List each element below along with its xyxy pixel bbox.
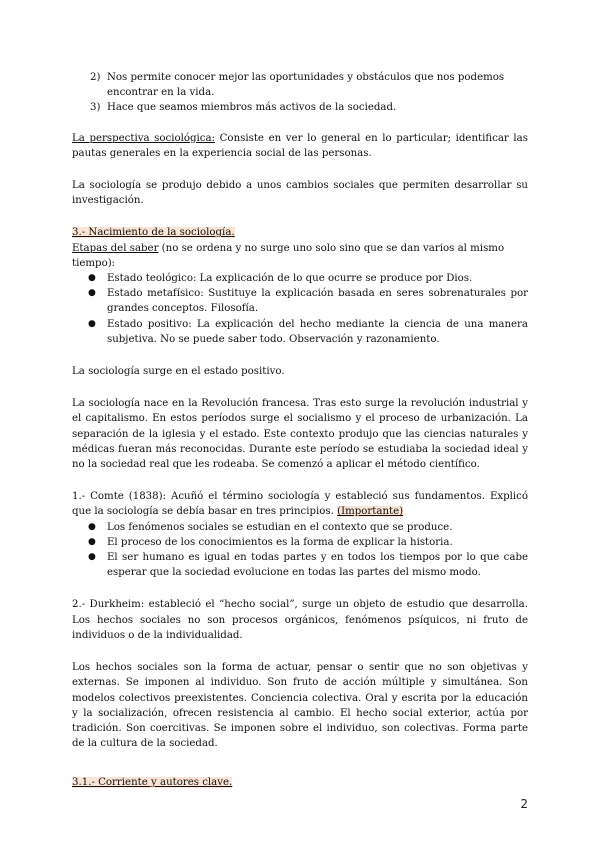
- list-item-number: 2): [90, 72, 101, 83]
- list-item: [72, 100, 528, 115]
- list-item-text: Hace que seamos miembros más activos de la sociedad.: [107, 102, 397, 114]
- document-page: [72, 70, 528, 791]
- list-item-number: 3): [90, 102, 101, 114]
- numbered-list: [72, 70, 528, 116]
- list-item-text: Estado teológico: La explicación de lo que ocurre se produce por Dios.: [107, 273, 473, 285]
- list-item-text: El proceso de los conocimientos es la forma de explicar la historia.: [107, 536, 453, 548]
- bullet-icon: ●: [88, 318, 96, 329]
- list-item: [72, 520, 528, 535]
- bullet-icon: ●: [88, 521, 96, 532]
- etapas-list: [72, 271, 528, 347]
- section-3-heading: 3.- Nacimiento de la sociología.: [72, 227, 235, 239]
- section-3-heading-line: [72, 225, 528, 240]
- perspectiva-paragraph: [72, 131, 528, 161]
- list-item: [72, 317, 528, 347]
- list-item-text: Estado metafísico: Sustituye la explicación basada en seres sobrenaturales por grandes conceptos. Filosofía.: [107, 288, 528, 315]
- bullet-icon: ●: [88, 288, 96, 299]
- list-item: [72, 70, 528, 100]
- section-3-1-heading: 3.1.- Corriente y autores clave.: [72, 777, 233, 789]
- etapas-text: (no se ordena y no surge uno solo sino que se dan varios al mismo tiempo):: [72, 242, 505, 269]
- important-badge: (Importante): [337, 506, 404, 518]
- comte-text: 1.- Comte (1838): Acuñó el término sociología y estableció sus fundamentos. Explicó que la sociología se debía basar en tres principios.: [72, 491, 528, 518]
- list-item-text: Los fenómenos sociales se estudian en el contexto que se produce.: [107, 521, 453, 533]
- revolucion-paragraph: La sociología nace en la Revolución francesa. Tras esto surge la revolución industrial y el capitalismo. En estos períodos surge el socialismo y el proceso de urbanización. La separación de la iglesia y el estado. Este contexto produjo que las ciencias naturales y médicas fueran más reconocidas. Durante este período se estudiaba la sociedad ideal y no la sociedad real que les rodeaba. Se comenzó a aplicar el método científico.: [72, 398, 528, 471]
- etapas-label: Etapas del saber: [72, 242, 159, 254]
- list-item: [72, 271, 528, 286]
- perspectiva-text: Consiste en ver lo general en lo particular; identificar las pautas generales en la experiencia social de las personas.: [72, 132, 528, 159]
- section-3-1-heading-line: [72, 775, 528, 790]
- bullet-icon: ●: [88, 536, 96, 547]
- list-item-text: El ser humano es igual en todas partes y en todos los tiempos por lo que cabe esperar que la sociedad evolucione en todas las partes del mismo modo.: [107, 552, 528, 579]
- comte-paragraph: [72, 489, 528, 519]
- page-number: 2: [520, 797, 528, 811]
- list-item: [72, 535, 528, 550]
- list-item: [72, 286, 528, 316]
- hechos-sociales-paragraph: Los hechos sociales son la forma de actuar, pensar o sentir que no son objetivas y externas. Se imponen al individuo. Son fruto de acción múltiple y simultánea. Son modelos colectivos preexistentes. Conciencia colectiva. Oral y escrita por la educación y la socialización, ofrecen resistencia al cambio. El hecho social exterior, actúa por tradición. Son coercitivas. Se imponen sobre el individuo, son colectivas. Forma parte de la cultura de la sociedad.: [72, 662, 528, 750]
- etapas-paragraph: [72, 241, 528, 271]
- comte-list: [72, 520, 528, 581]
- cambios-paragraph: La sociología se produjo debido a unos cambios sociales que permiten desarrollar su investigación.: [72, 180, 528, 207]
- bullet-icon: ●: [88, 273, 96, 284]
- perspectiva-label: La perspectiva sociológica:: [72, 132, 216, 144]
- list-item: [72, 550, 528, 580]
- list-item-text: Estado positivo: La explicación del hecho mediante la ciencia de una manera subjetiva. No se puede saber todo. Observación y razonamiento.: [107, 318, 528, 345]
- list-item-text: Nos permite conocer mejor las oportunidades y obstáculos que nos podemos encontrar en la vida.: [107, 72, 505, 99]
- surge-paragraph: La sociología surge en el estado positivo.: [72, 366, 285, 378]
- durkheim-paragraph: 2.- Durkheim: estableció el “hecho social”, surge un objeto de estudio que desarrolla. Los hechos sociales no son procesos orgánicos, fenómenos psíquicos, ni fruto de individuos o de la individualidad.: [72, 599, 528, 641]
- bullet-icon: ●: [88, 552, 96, 563]
